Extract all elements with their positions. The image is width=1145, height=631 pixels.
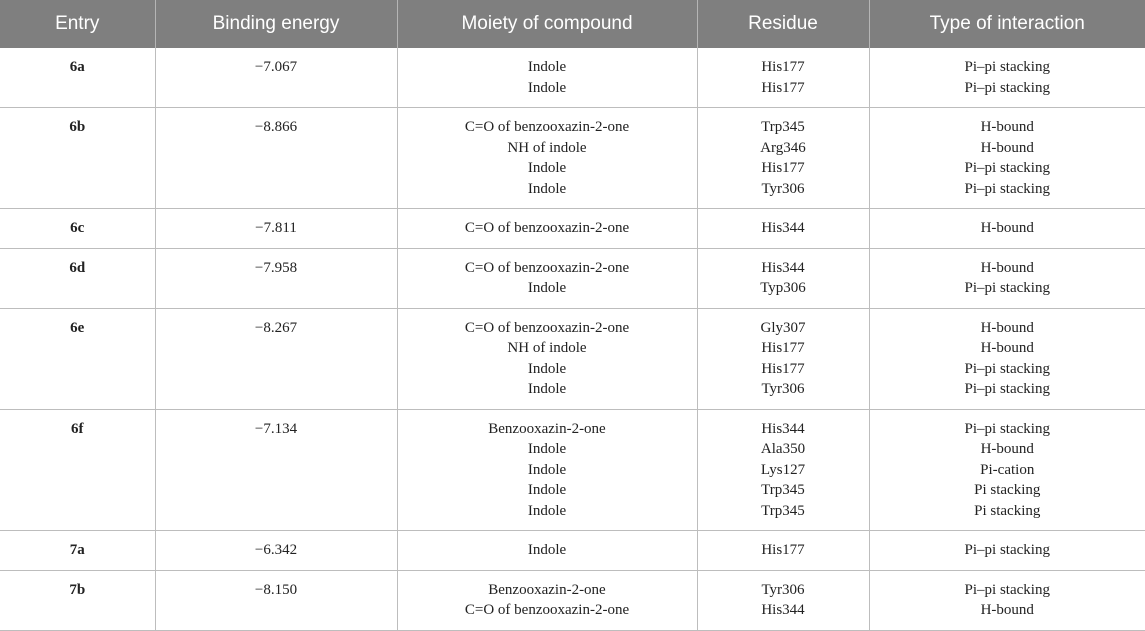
interaction-line: H-bound	[980, 441, 1034, 457]
moiety-line: Indole	[527, 461, 567, 478]
interaction-line: Pi–pi stacking	[964, 360, 1050, 377]
binding-energy-cell: −8.866	[155, 108, 397, 209]
moiety-line: Indole	[527, 59, 567, 75]
moiety-line: C=O of benzooxazin-2-one	[464, 602, 630, 618]
residue-line: His177	[761, 542, 805, 558]
residue-cell	[697, 570, 869, 630]
interaction-cell	[869, 531, 1145, 571]
residue-line: Tyr306	[761, 180, 805, 197]
binding-energy-cell: −8.150	[155, 570, 397, 630]
moiety-line: C=O of benzooxazin-2-one	[464, 119, 630, 135]
binding-energy-cell: −8.267	[155, 308, 397, 409]
residue-line: His177	[761, 79, 805, 96]
interaction-line: Pi stacking	[974, 482, 1041, 498]
table-row	[0, 209, 1145, 249]
interaction-line: H-bound	[980, 319, 1034, 336]
moiety-cell	[397, 308, 697, 409]
interaction-line: Pi stacking	[974, 502, 1041, 519]
header-binding-energy: Binding energy	[155, 0, 397, 48]
table-row	[0, 570, 1145, 630]
residue-line: His177	[761, 160, 805, 176]
moiety-line: NH of indole	[507, 340, 587, 356]
interaction-cell	[869, 248, 1145, 308]
interaction-cell	[869, 409, 1145, 531]
residue-line: Arg346	[760, 139, 806, 156]
entry-cell: 6a	[0, 48, 155, 108]
moiety-cell	[397, 570, 697, 630]
residue-line: His344	[761, 259, 805, 276]
binding-energy-cell: −7.067	[155, 48, 397, 108]
interaction-cell	[869, 209, 1145, 249]
entry-cell: 7b	[0, 570, 155, 630]
residue-line: Trp345	[761, 502, 805, 519]
moiety-cell	[397, 48, 697, 108]
interaction-line: Pi–pi stacking	[964, 280, 1050, 296]
moiety-line: NH of indole	[507, 139, 587, 156]
interaction-line: Pi-cation	[980, 461, 1035, 478]
binding-energy-cell: −7.958	[155, 248, 397, 308]
header-entry: Entry	[0, 0, 155, 48]
interaction-line: H-bound	[980, 602, 1034, 618]
table-row	[0, 248, 1145, 308]
entry-cell: 6d	[0, 248, 155, 308]
binding-energy-cell: −6.342	[155, 531, 397, 571]
moiety-cell	[397, 531, 697, 571]
table-row	[0, 108, 1145, 209]
moiety-line: Indole	[527, 180, 567, 197]
moiety-line: Indole	[527, 160, 567, 176]
table-body	[0, 48, 1145, 630]
binding-energy-cell: −7.811	[155, 209, 397, 249]
interaction-cell	[869, 108, 1145, 209]
moiety-line: Indole	[527, 360, 567, 377]
interaction-cell	[869, 570, 1145, 630]
moiety-line: C=O of benzooxazin-2-one	[464, 220, 630, 236]
binding-energy-cell: −7.134	[155, 409, 397, 531]
moiety-cell	[397, 108, 697, 209]
interaction-line: Pi–pi stacking	[964, 180, 1050, 197]
residue-line: Tyr306	[761, 581, 805, 598]
moiety-line: Indole	[527, 542, 567, 558]
entry-cell: 6b	[0, 108, 155, 209]
moiety-line: Indole	[527, 441, 567, 457]
residue-cell	[697, 531, 869, 571]
moiety-line: Indole	[527, 79, 567, 96]
residue-line: Lys127	[760, 461, 806, 478]
residue-cell	[697, 48, 869, 108]
interaction-cell	[869, 308, 1145, 409]
header-moiety: Moiety of compound	[397, 0, 697, 48]
residue-line: His344	[761, 602, 805, 618]
moiety-cell	[397, 409, 697, 531]
interaction-line: Pi–pi stacking	[964, 420, 1050, 437]
residue-line: Gly307	[760, 319, 806, 336]
entry-cell: 6e	[0, 308, 155, 409]
moiety-line: Benzooxazin-2-one	[488, 581, 606, 598]
residue-cell	[697, 209, 869, 249]
interaction-line: H-bound	[980, 139, 1034, 156]
moiety-line: C=O of benzooxazin-2-one	[464, 259, 630, 276]
interaction-line: H-bound	[980, 119, 1034, 135]
residue-line: His177	[761, 340, 805, 356]
moiety-line: Benzooxazin-2-one	[488, 420, 606, 437]
table-row	[0, 409, 1145, 531]
residue-line: His344	[761, 220, 805, 236]
moiety-line: Indole	[527, 502, 567, 519]
header-residue: Residue	[697, 0, 869, 48]
interaction-line: Pi–pi stacking	[964, 381, 1050, 397]
moiety-line: Indole	[527, 381, 567, 397]
moiety-line: C=O of benzooxazin-2-one	[464, 319, 630, 336]
interaction-cell	[869, 48, 1145, 108]
interaction-line: Pi–pi stacking	[964, 542, 1050, 558]
moiety-line: Indole	[527, 280, 567, 296]
residue-line: Tyr306	[761, 381, 805, 397]
residue-line: His344	[761, 420, 805, 437]
moiety-line: Indole	[527, 482, 567, 498]
residue-cell	[697, 308, 869, 409]
residue-line: Ala350	[760, 441, 806, 457]
table-row	[0, 48, 1145, 108]
entry-cell: 6c	[0, 209, 155, 249]
residue-line: Trp345	[761, 482, 805, 498]
interaction-line: Pi–pi stacking	[964, 59, 1050, 75]
residue-cell	[697, 248, 869, 308]
interaction-line: H-bound	[980, 259, 1034, 276]
interaction-line: Pi–pi stacking	[964, 581, 1050, 598]
moiety-cell	[397, 248, 697, 308]
residue-line: Typ306	[760, 280, 806, 296]
table-row	[0, 308, 1145, 409]
moiety-cell	[397, 209, 697, 249]
residue-cell	[697, 108, 869, 209]
residue-line: His177	[761, 59, 805, 75]
header-interaction: Type of interaction	[869, 0, 1145, 48]
header-row	[0, 0, 1145, 48]
residue-line: His177	[761, 360, 805, 377]
entry-cell: 7a	[0, 531, 155, 571]
interaction-line: Pi–pi stacking	[964, 160, 1050, 176]
table-row	[0, 531, 1145, 571]
interaction-line: H-bound	[980, 220, 1034, 236]
entry-cell: 6f	[0, 409, 155, 531]
residue-cell	[697, 409, 869, 531]
interaction-line: Pi–pi stacking	[964, 79, 1050, 96]
interaction-line: H-bound	[980, 340, 1034, 356]
residue-line: Trp345	[761, 119, 805, 135]
